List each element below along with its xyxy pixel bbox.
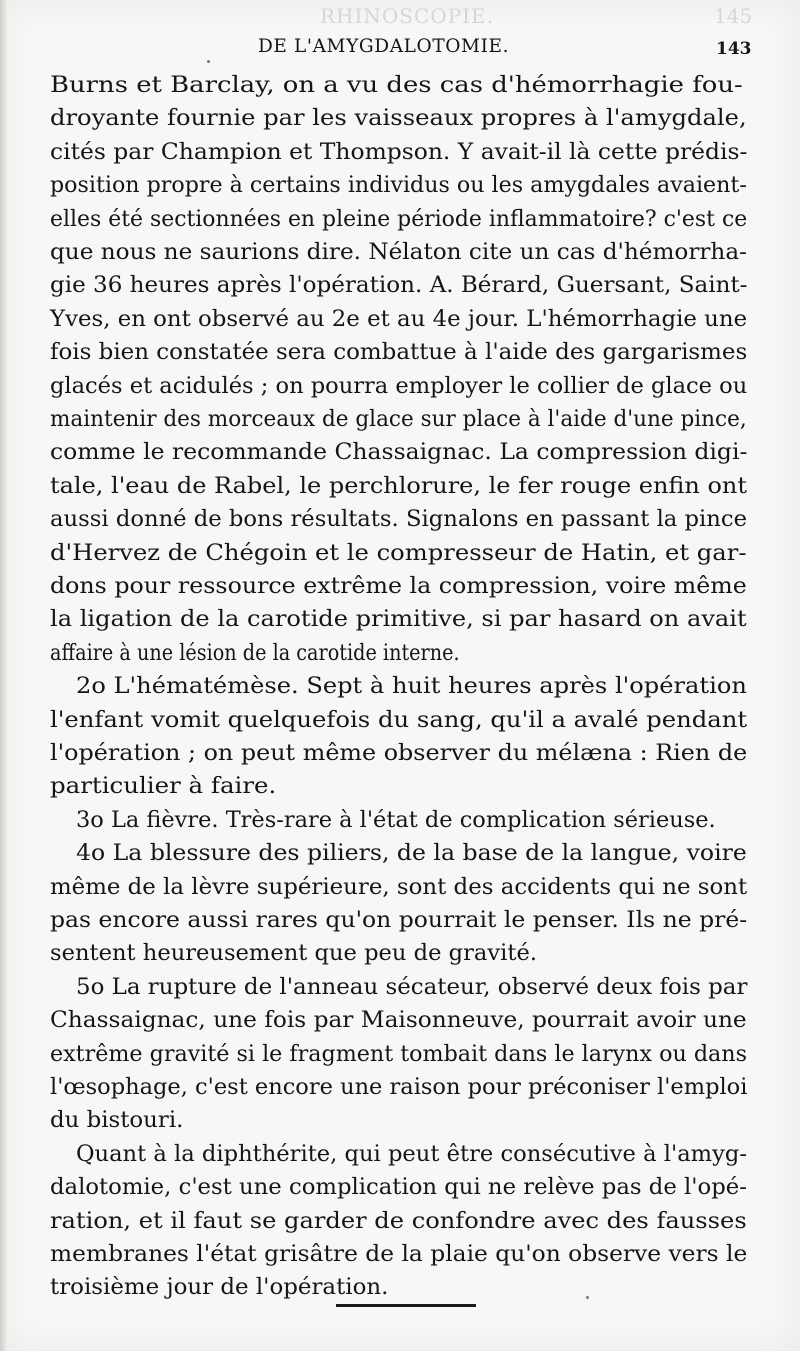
page-edge-shadow (0, 0, 8, 1351)
text-line: sentent heureusement que peu de gravité. (50, 940, 538, 967)
text-line: troisième jour de l'opération. (50, 1274, 389, 1301)
ink-speck (586, 1296, 589, 1299)
text-line: maintenir des morceaux de glace sur place à l'aide d'une pince, (50, 406, 747, 432)
text-line: la ligation de la carotide primitive, si par hasard on avait (50, 606, 747, 633)
text-line: Yves, en ont observé au 2e et au 4e jour. L'hémorrhagie une (50, 305, 748, 332)
text-line: gie 36 heures après l'opération. A. Bérard, Guersant, Saint- (50, 272, 748, 299)
text-line: 2o L'hématémèse. Sept à huit heures après l'opération (76, 673, 747, 700)
text-line: pas encore aussi rares qu'on pourrait le penser. Ils ne pré- (50, 907, 748, 933)
text-line: tale, l'eau de Rabel, le perchlorure, le fer rouge enfin ont (50, 472, 747, 499)
text-line: affaire à une lésion de la carotide interne. (50, 639, 460, 666)
text-line: cités par Champion et Thompson. Y avait-il là cette prédis- (50, 138, 748, 165)
page-number: 143 (716, 39, 752, 59)
show-through-running-head: RHINOSCOPIE. (320, 4, 495, 28)
text-line: position propre à certains individus ou les amygdales avaient- (50, 172, 747, 199)
text-line: d'Hervez de Chégoin et le compresseur de Hatin, et gar- (50, 539, 747, 566)
text-line: 4o La blessure des piliers, de la base de la langue, voire (76, 840, 747, 867)
text-line: Quant à la diphthérite, qui peut être consécutive à l'amyg- (76, 1140, 747, 1167)
text-line: glacés et acidulés ; on pourra employer le collier de glace ou (50, 372, 748, 399)
ink-speck (207, 60, 210, 63)
text-line: dons pour ressource extrême la compression, voire même (50, 573, 747, 599)
text-line: l'œsophage, c'est encore une raison pour préconiser l'emploi (50, 1074, 748, 1100)
text-line: Chassaignac, une fois par Maisonneuve, pourrait avoir une (50, 1007, 747, 1034)
text-line: fois bien constatée sera combattue à l'aide des gargarismes (50, 339, 748, 366)
text-line: aussi donné de bons résultats. Signalons en passant la pince (50, 506, 747, 533)
text-line: comme le recommande Chassaignac. La compression digi- (50, 439, 748, 466)
text-line: l'enfant vomit quelquefois du sang, qu'il a avalé pendant (50, 706, 748, 733)
text-line: membranes l'état grisâtre de la plaie qu'on observe vers le (50, 1241, 748, 1267)
text-line: même de la lèvre supérieure, sont des accidents qui ne sont (50, 873, 748, 900)
text-line: 3o La fièvre. Très-rare à l'état de complication sérieuse. (76, 806, 716, 833)
text-line: l'opération ; on peut même observer du mélæna : Rien de (50, 740, 748, 766)
text-line: du bistouri. (50, 1107, 184, 1134)
running-head: DE L'AMYGDALOTOMIE. (258, 36, 510, 57)
text-line: droyante fournie par les vaisseaux propres à l'amygdale, (50, 105, 747, 132)
text-line: 5o La rupture de l'anneau sécateur, observé deux fois par (76, 973, 748, 1000)
text-line: elles été sectionnées en pleine période inflammatoire? c'est ce (50, 205, 748, 232)
page-header (0, 30, 800, 64)
text-line: extrême gravité si le fragment tombait dans le larynx ou dans (50, 1040, 748, 1067)
text-line: Burns et Barclay, on a vu des cas d'hémorrhagie fou- (50, 72, 743, 98)
end-rule (336, 1304, 476, 1307)
show-through-page-number: 145 (714, 4, 753, 28)
text-line: ration, et il faut se garder de confondre avec des fausses (50, 1207, 747, 1234)
text-line: dalotomie, c'est une complication qui ne relève pas de l'opé- (50, 1174, 747, 1201)
text-line: particulier à faire. (50, 773, 277, 800)
text-line: que nous ne saurions dire. Nélaton cite un cas d'hémorrha- (50, 239, 747, 265)
